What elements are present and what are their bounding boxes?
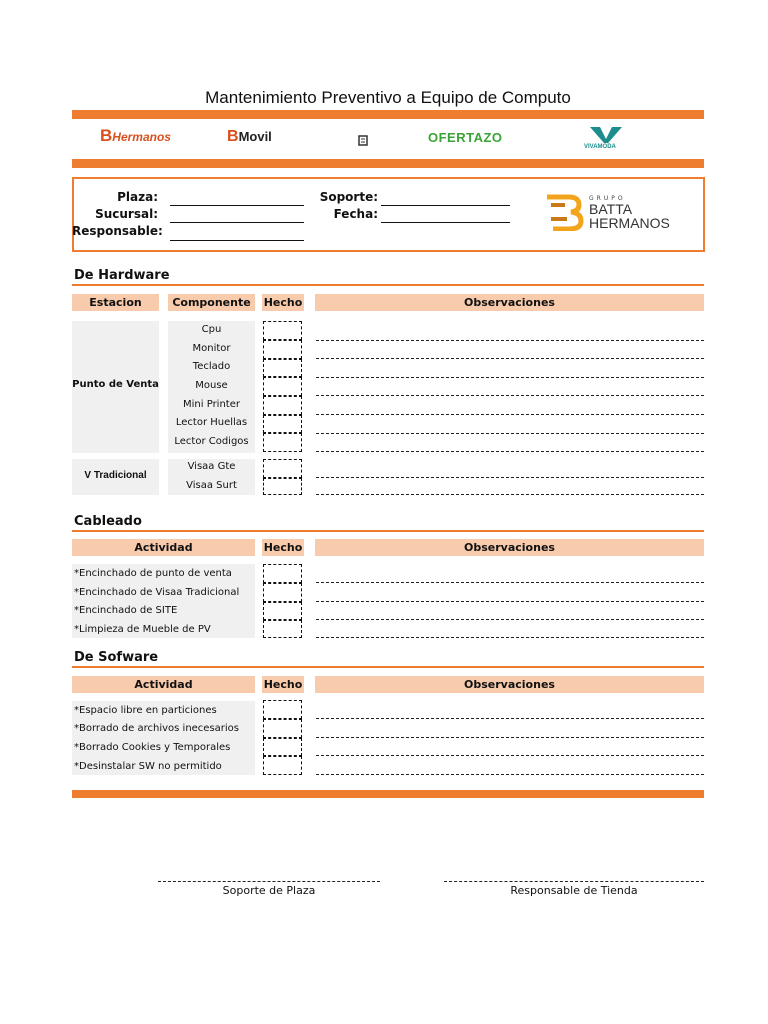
hardware-section-title: De Hardware [74, 268, 170, 283]
observation-line[interactable] [316, 637, 704, 638]
hecho-checkbox[interactable] [263, 459, 302, 478]
hardware-section-line [72, 284, 704, 286]
component-label: Cpu [201, 324, 222, 335]
hecho-checkbox[interactable] [263, 359, 302, 377]
plaza-label: Plaza: [117, 190, 158, 204]
hecho-checkbox[interactable] [263, 478, 302, 495]
cableado-section-line [72, 530, 704, 532]
station-cell-v-tradicional [72, 459, 159, 495]
observaciones-header: Observaciones [315, 294, 704, 311]
fecha-label: Fecha: [333, 207, 378, 221]
observation-line[interactable] [316, 619, 704, 620]
vivamoda-label: VIVAMODA [584, 144, 616, 150]
hecho-checkbox[interactable] [263, 377, 302, 396]
responsable-field[interactable] [170, 240, 304, 241]
observation-line[interactable] [316, 377, 704, 378]
hecho-header: Hecho [263, 678, 303, 691]
bottom-orange-bar [72, 790, 704, 798]
hecho-checkbox[interactable] [263, 564, 302, 583]
observation-line[interactable] [316, 358, 704, 359]
activity-item: *Espacio libre en particiones [74, 705, 217, 716]
vivamoda-mark-icon [586, 125, 626, 145]
hecho-checkbox[interactable] [263, 433, 302, 452]
responsable-signature-label: Responsable de Tienda [510, 884, 638, 897]
sucursal-label: Sucursal: [95, 207, 158, 221]
component-label: Lector Huellas [175, 417, 248, 428]
hecho-checkbox[interactable] [263, 738, 302, 756]
responsable-signature-line[interactable] [444, 881, 704, 882]
hecho-checkbox[interactable] [263, 583, 302, 602]
vivamoda-logo [586, 125, 626, 151]
observation-line[interactable] [316, 451, 704, 452]
hecho-checkbox[interactable] [263, 756, 302, 775]
cableado-section-title: Cableado [74, 514, 142, 529]
b-hermanos-logo: BHermanos [100, 126, 171, 145]
actividad-header: Actividad [72, 676, 255, 693]
station-name: Punto de Venta [72, 379, 159, 390]
hecho-checkbox[interactable] [263, 396, 302, 415]
component-label: Lector Codigos [174, 436, 249, 447]
hecho-checkbox[interactable] [263, 602, 302, 620]
observation-line[interactable] [316, 718, 704, 719]
soporte-label: Soporte: [319, 190, 378, 204]
activity-item: *Borrado de archivos inecesarios [74, 723, 240, 734]
estacion-header: Estacion [72, 294, 159, 311]
bmovil-logo: BMovil [227, 128, 272, 145]
small-brand-icon [358, 131, 368, 142]
soporte-signature-label: Soporte de Plaza [222, 884, 316, 897]
logo-bottom-orange-bar [72, 159, 704, 168]
software-section-line [72, 666, 704, 668]
hecho-header: Hecho [263, 296, 303, 309]
observation-line[interactable] [316, 477, 704, 478]
activity-item: *Encinchado de Visaa Tradicional [74, 587, 240, 598]
plaza-field[interactable] [170, 205, 304, 206]
hecho-header: Hecho [263, 541, 303, 554]
fecha-field[interactable] [381, 222, 510, 223]
activity-item: *Borrado Cookies y Temporales [74, 742, 231, 753]
component-label: Mouse [195, 380, 228, 391]
observaciones-header: Observaciones [315, 539, 704, 556]
observation-line[interactable] [316, 601, 704, 602]
station-name: V Tradicional [84, 470, 147, 481]
batta-label: BATTA [589, 201, 633, 217]
sucursal-field[interactable] [170, 222, 304, 223]
component-label: Teclado [192, 361, 231, 372]
observation-line[interactable] [316, 414, 704, 415]
observaciones-header: Observaciones [315, 676, 704, 693]
hecho-checkbox[interactable] [263, 719, 302, 738]
grupo-label: GRUPO [589, 195, 626, 202]
observation-line[interactable] [316, 582, 704, 583]
observation-line[interactable] [316, 433, 704, 434]
activity-item: *Encinchado de punto de venta [74, 568, 232, 579]
ofertazo-logo: OFERTAZO [428, 130, 503, 145]
observation-line[interactable] [316, 395, 704, 396]
hecho-checkbox[interactable] [263, 620, 302, 638]
observation-line[interactable] [316, 494, 704, 495]
component-label: Monitor [192, 343, 231, 354]
activity-item: *Limpieza de Mueble de PV [74, 624, 211, 635]
observation-line[interactable] [316, 774, 704, 775]
station-cell-punto-de-venta [72, 321, 159, 453]
batta-hermanos-logo [545, 193, 585, 231]
hecho-checkbox[interactable] [263, 321, 302, 340]
component-label: Mini Printer [183, 399, 240, 410]
soporte-signature-line[interactable] [158, 881, 380, 882]
hermanos-label: HERMANOS [589, 215, 670, 231]
observation-line[interactable] [316, 340, 704, 341]
observation-line[interactable] [316, 755, 704, 756]
component-label: Visaa Gte [187, 461, 236, 472]
hecho-checkbox[interactable] [263, 340, 302, 359]
activity-item: *Encinchado de SITE [74, 605, 178, 616]
page-title: Mantenimiento Preventivo a Equipo de Computo [205, 88, 571, 107]
componente-header: Componente [168, 294, 255, 311]
actividad-header: Actividad [72, 539, 255, 556]
hecho-checkbox[interactable] [263, 700, 302, 719]
soporte-field[interactable] [381, 205, 510, 206]
batta-b-mark-icon [545, 193, 585, 231]
top-orange-bar [72, 110, 704, 119]
activity-item: *Desinstalar SW no permitido [74, 761, 222, 772]
hecho-checkbox[interactable] [263, 415, 302, 433]
responsable-label: Responsable: [72, 224, 163, 238]
software-section-title: De Sofware [74, 650, 159, 665]
component-label: Visaa Surt [186, 480, 237, 491]
observation-line[interactable] [316, 737, 704, 738]
